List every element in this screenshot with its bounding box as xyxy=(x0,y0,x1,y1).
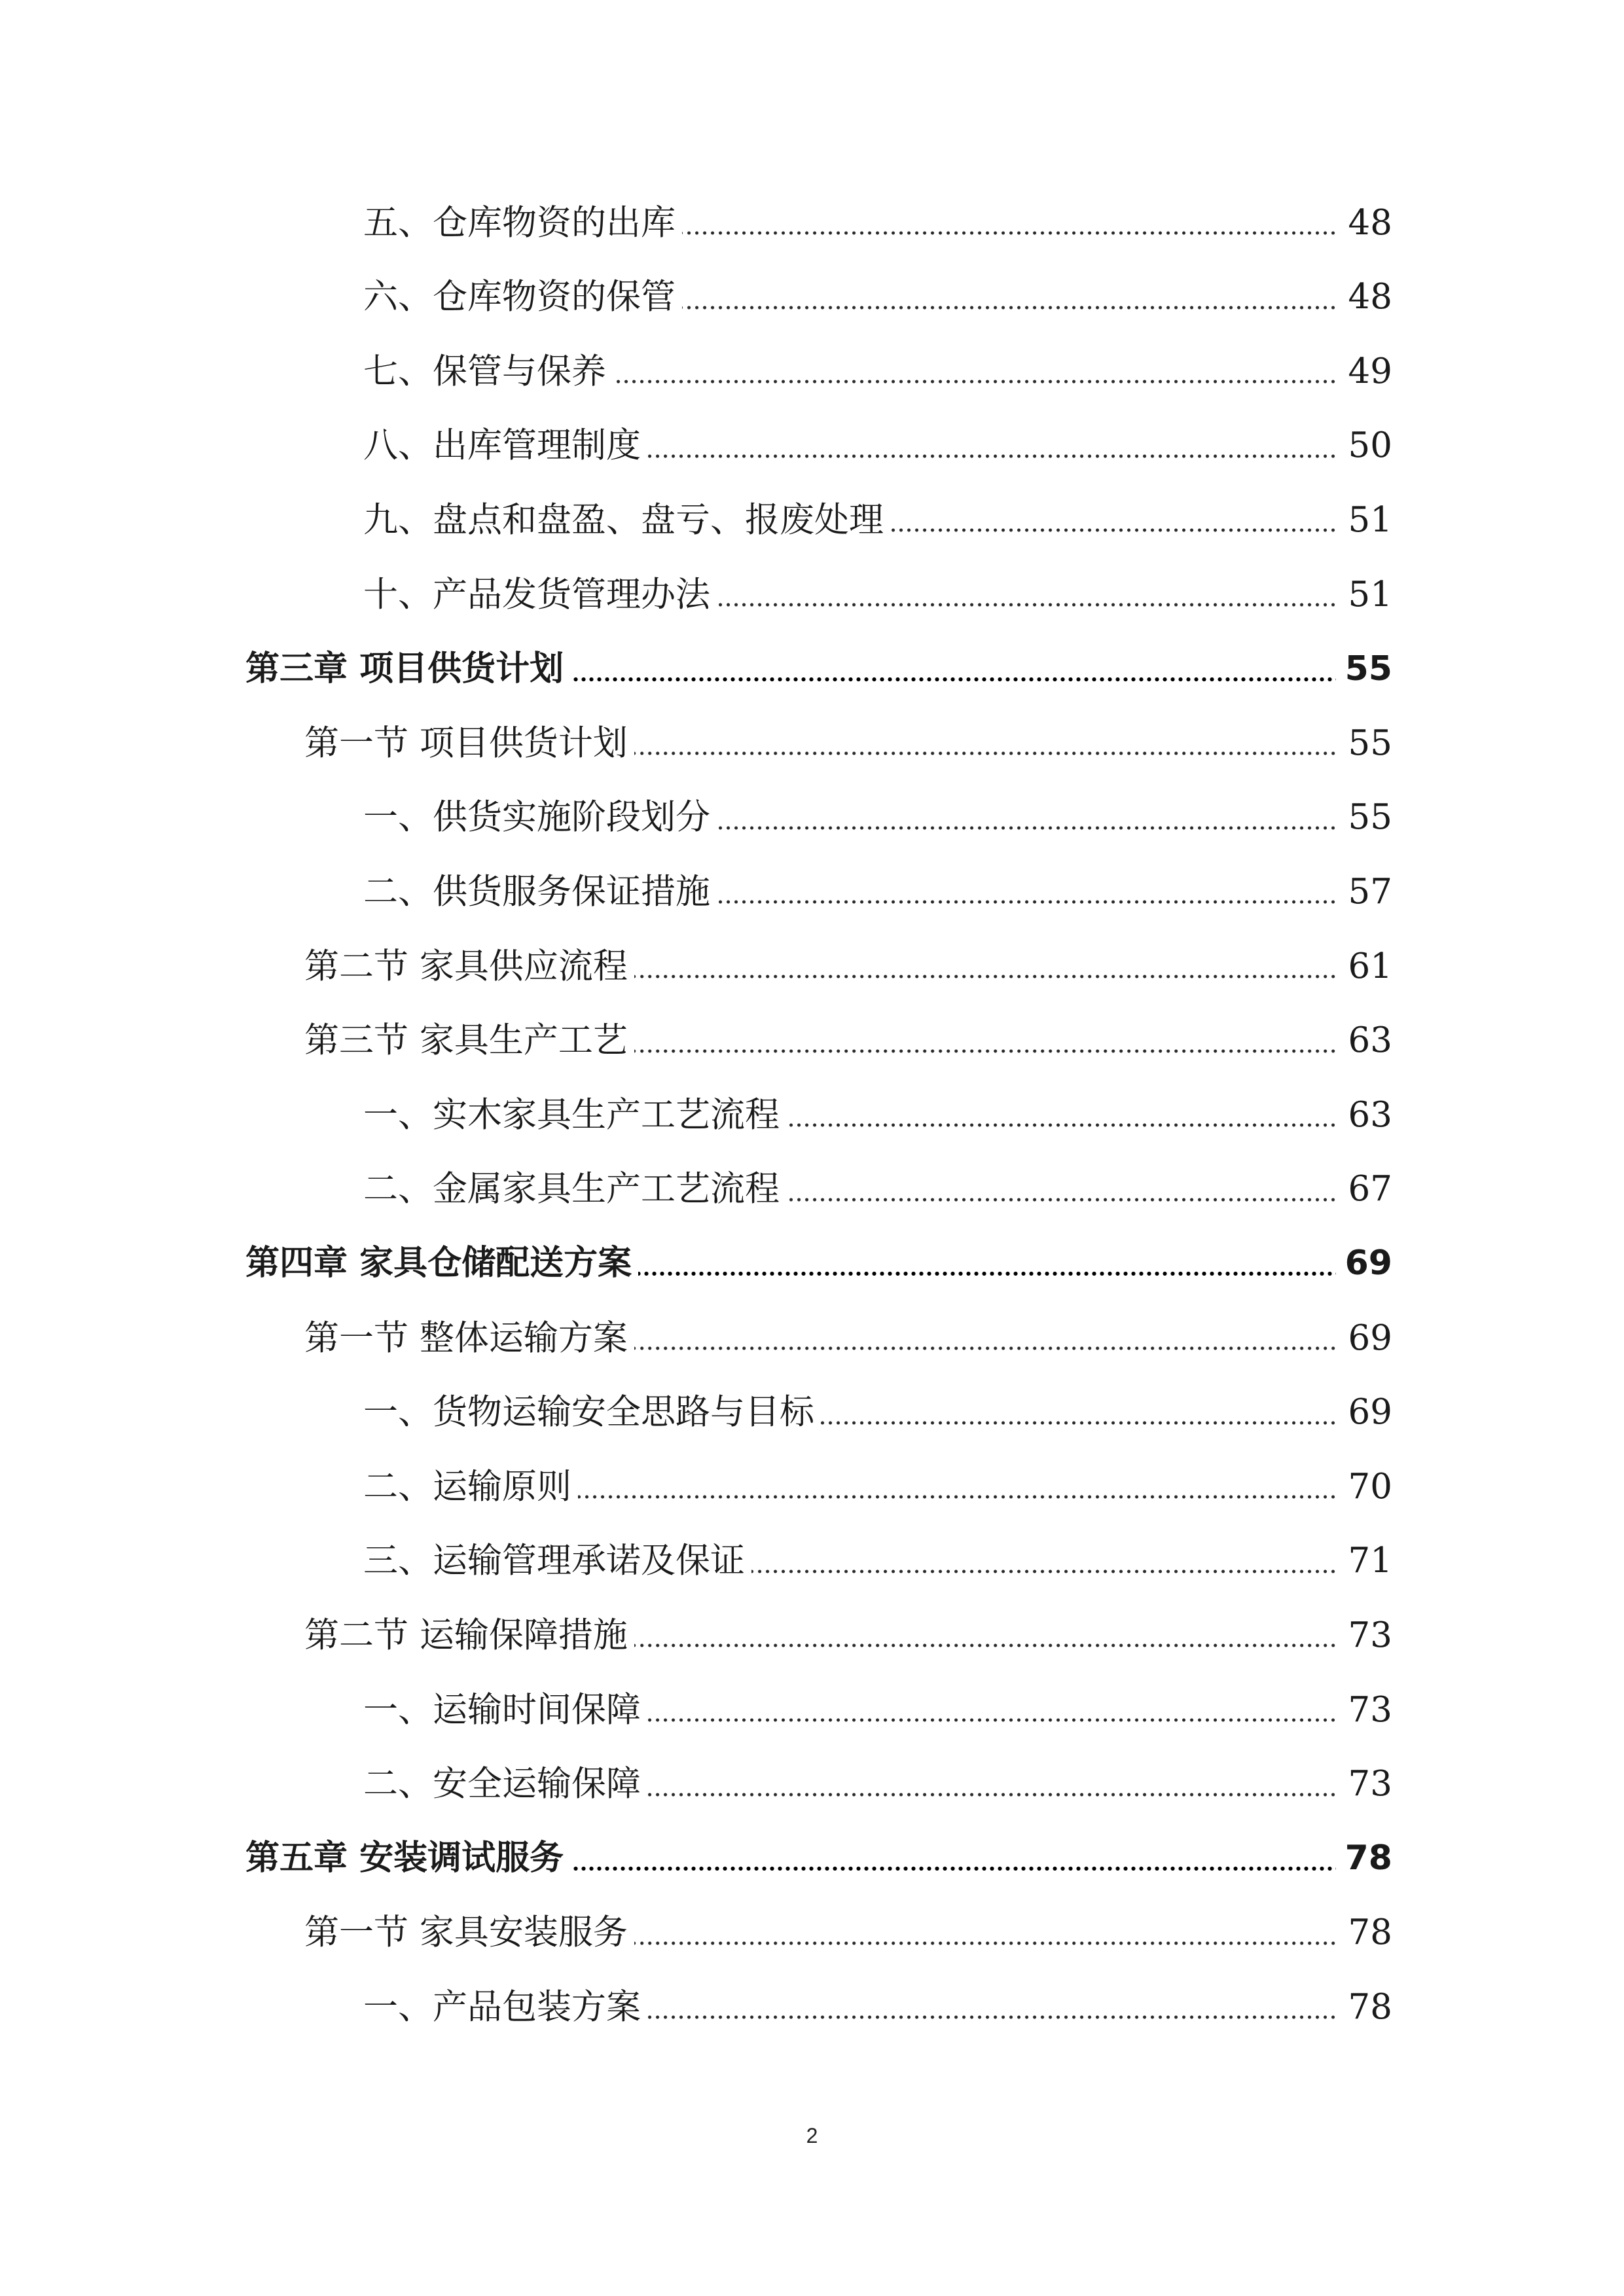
toc-entry-title: 第一节 整体运输方案 xyxy=(304,1318,628,1358)
toc-item-entry[interactable] xyxy=(363,1454,1392,1519)
toc-entry-title: 二、金属家具生产工艺流程 xyxy=(363,1169,780,1210)
toc-section-entry[interactable] xyxy=(304,933,1392,999)
toc-entry-title: 第一节 项目供货计划 xyxy=(304,723,628,763)
toc-entry-title: 第二节 家具供应流程 xyxy=(304,946,628,986)
toc-item-entry[interactable] xyxy=(363,1677,1392,1742)
toc-entry-page-number: 70 xyxy=(1348,1466,1392,1507)
toc-entry-page-number: 78 xyxy=(1348,1986,1392,2027)
toc-dot-leader xyxy=(647,2015,1339,2019)
toc-entry-page-number: 69 xyxy=(1348,1318,1392,1358)
toc-entry-page-number: 73 xyxy=(1348,1689,1392,1730)
toc-section-entry[interactable] xyxy=(304,1602,1392,1668)
toc-dot-leader xyxy=(638,1272,1336,1276)
toc-section-entry[interactable] xyxy=(304,1008,1392,1073)
toc-item-entry[interactable] xyxy=(363,338,1392,404)
toc-entry-title: 一、产品包装方案 xyxy=(363,1986,641,2027)
toc-dot-leader xyxy=(717,826,1339,830)
toc-entry-page-number: 67 xyxy=(1348,1169,1392,1210)
toc-entry-title: 七、保管与保养 xyxy=(363,351,606,391)
toc-item-entry[interactable] xyxy=(363,1974,1392,2039)
toc-item-entry[interactable] xyxy=(363,190,1392,255)
toc-dot-leader xyxy=(682,306,1339,310)
page-number: 2 xyxy=(806,2124,818,2147)
toc-entry-title: 第三节 家具生产工艺 xyxy=(304,1020,628,1061)
toc-dot-leader xyxy=(647,1793,1339,1797)
toc-entry-title: 第三章 项目供货计划 xyxy=(245,649,564,689)
toc-dot-leader xyxy=(647,1718,1339,1722)
toc-item-entry[interactable] xyxy=(363,562,1392,627)
toc-entry-page-number: 49 xyxy=(1348,351,1392,391)
toc-item-entry[interactable] xyxy=(363,1751,1392,1817)
toc-item-entry[interactable] xyxy=(363,859,1392,924)
toc-entry-page-number: 55 xyxy=(1348,723,1392,763)
toc-item-entry[interactable] xyxy=(363,1380,1392,1445)
toc-chapter-entry[interactable] xyxy=(245,1230,1392,1296)
toc-entry-page-number: 78 xyxy=(1348,1912,1392,1953)
toc-entry-page-number: 51 xyxy=(1348,574,1392,615)
toc-entry-page-number: 48 xyxy=(1348,277,1392,317)
toc-dot-leader xyxy=(786,1123,1339,1127)
toc-entry-page-number: 78 xyxy=(1344,1839,1392,1878)
toc-entry-title: 第四章 家具仓储配送方案 xyxy=(245,1244,632,1283)
toc-dot-leader xyxy=(821,1421,1339,1425)
toc-dot-leader xyxy=(786,1198,1339,1202)
toc-entry-title: 一、货物运输安全思路与目标 xyxy=(363,1392,814,1433)
toc-dot-leader xyxy=(682,231,1339,235)
toc-entry-title: 八、出库管理制度 xyxy=(363,425,641,466)
toc-entry-title: 六、仓库物资的保管 xyxy=(363,277,676,317)
toc-entry-title: 二、安全运输保障 xyxy=(363,1764,641,1804)
toc-entry-page-number: 55 xyxy=(1344,649,1392,689)
toc-dot-leader xyxy=(751,1570,1339,1573)
toc-chapter-entry[interactable] xyxy=(245,636,1392,702)
toc-section-entry[interactable] xyxy=(304,1900,1392,1965)
toc-entry-title: 三、运输管理承诺及保证 xyxy=(363,1541,745,1581)
toc-chapter-entry[interactable] xyxy=(245,1825,1392,1891)
toc-entry-page-number: 63 xyxy=(1348,1020,1392,1061)
toc-dot-leader xyxy=(634,751,1339,755)
toc-entry-title: 二、供货服务保证措施 xyxy=(363,871,710,912)
toc-dot-leader xyxy=(647,454,1339,458)
toc-item-entry[interactable] xyxy=(363,264,1392,330)
toc-dot-leader xyxy=(578,1495,1339,1499)
toc-dot-leader xyxy=(634,1643,1339,1647)
toc-entry-title: 第二节 运输保障措施 xyxy=(304,1615,628,1655)
toc-dot-leader xyxy=(634,975,1339,978)
toc-entry-title: 第五章 安装调试服务 xyxy=(245,1839,564,1878)
toc-item-entry[interactable] xyxy=(363,487,1392,552)
toc-item-entry[interactable] xyxy=(363,1157,1392,1222)
toc-entry-page-number: 48 xyxy=(1348,202,1392,243)
toc-entry-page-number: 71 xyxy=(1348,1541,1392,1581)
toc-entry-title: 五、仓库物资的出库 xyxy=(363,202,676,243)
toc-entry-title: 第一节 家具安装服务 xyxy=(304,1912,628,1953)
toc-entry-title: 十、产品发货管理办法 xyxy=(363,574,710,615)
toc-entry-title: 一、运输时间保障 xyxy=(363,1689,641,1730)
toc-entry-page-number: 61 xyxy=(1348,946,1392,986)
toc-entry-title: 九、盘点和盘盈、盘亏、报废处理 xyxy=(363,499,884,540)
toc-entry-page-number: 51 xyxy=(1348,499,1392,540)
toc-dot-leader xyxy=(890,528,1339,532)
toc-entry-page-number: 63 xyxy=(1348,1094,1392,1135)
toc-entry-page-number: 55 xyxy=(1348,797,1392,838)
toc-dot-leader xyxy=(634,1346,1339,1350)
toc-dot-leader xyxy=(717,603,1339,607)
toc-entry-title: 一、供货实施阶段划分 xyxy=(363,797,710,838)
toc-dot-leader xyxy=(634,1049,1339,1053)
toc-dot-leader xyxy=(613,380,1339,384)
toc-section-entry[interactable] xyxy=(304,710,1392,776)
toc-entry-page-number: 57 xyxy=(1348,871,1392,912)
toc-dot-leader xyxy=(717,900,1339,904)
toc-item-entry[interactable] xyxy=(363,413,1392,478)
toc-entry-page-number: 69 xyxy=(1348,1392,1392,1433)
toc-dot-leader xyxy=(570,677,1336,681)
toc-item-entry[interactable] xyxy=(363,1082,1392,1147)
toc-entry-page-number: 73 xyxy=(1348,1764,1392,1804)
toc-section-entry[interactable] xyxy=(304,1305,1392,1371)
toc-entry-page-number: 69 xyxy=(1344,1244,1392,1283)
toc-dot-leader xyxy=(634,1941,1339,1945)
toc-entry-title: 二、运输原则 xyxy=(363,1466,571,1507)
toc-entry-page-number: 73 xyxy=(1348,1615,1392,1655)
toc-entry-title: 一、实木家具生产工艺流程 xyxy=(363,1094,780,1135)
toc-item-entry[interactable] xyxy=(363,1528,1392,1594)
toc-entry-page-number: 50 xyxy=(1348,425,1392,466)
toc-dot-leader xyxy=(570,1867,1336,1871)
toc-item-entry[interactable] xyxy=(363,785,1392,850)
